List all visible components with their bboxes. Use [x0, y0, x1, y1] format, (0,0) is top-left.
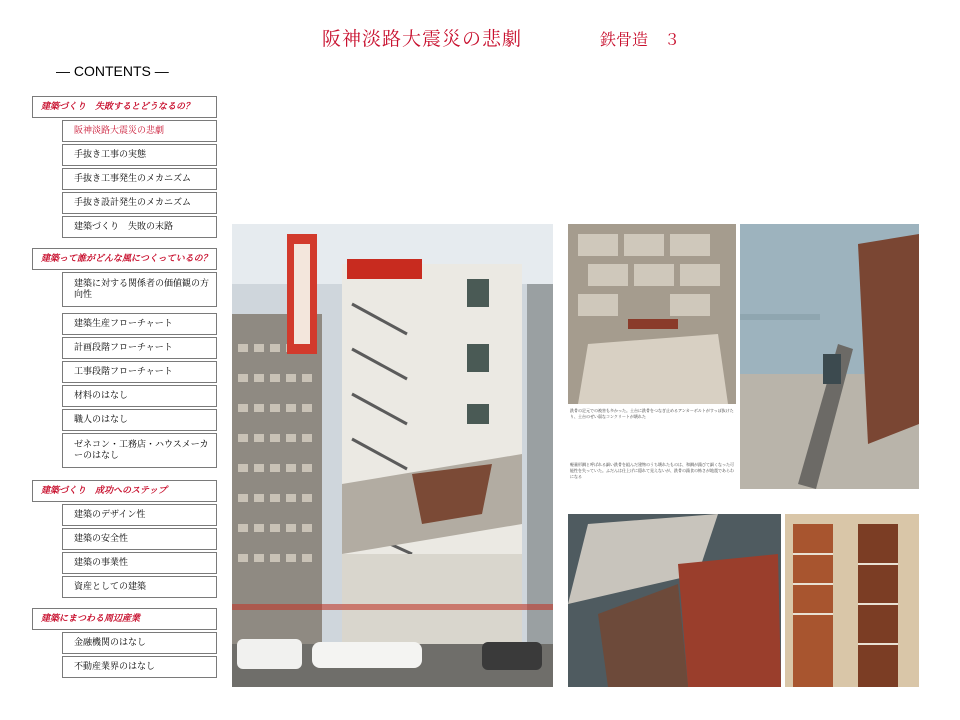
contents-heading: ― CONTENTS ―	[56, 63, 169, 79]
collapsed-building-photo	[232, 224, 553, 687]
nav-item-stakeholder-values[interactable]: 建築に対する関係者の価値観の方向性	[62, 272, 217, 307]
nav-item-production-flowchart[interactable]: 建築生産フローチャート	[62, 313, 217, 335]
nav-item-business-viability[interactable]: 建築の事業性	[62, 552, 217, 574]
nav-item-materials[interactable]: 材料のはなし	[62, 385, 217, 407]
nav-item-real-estate[interactable]: 不動産業界のはなし	[62, 656, 217, 678]
nav-item-financial-institutions[interactable]: 金融機関のはなし	[62, 632, 217, 654]
nav-item-contractors[interactable]: ゼネコン・工務店・ハウスメーカーのはなし	[62, 433, 217, 468]
nav-item-design-quality[interactable]: 建築のデザイン性	[62, 504, 217, 526]
nav-item-shoddy-design-mechanism[interactable]: 手抜き設計発生のメカニズム	[62, 192, 217, 214]
photo-caption-1: 鉄骨の足元での被害も多かった。土台に鉄骨をつなぎ止めるアンカーボルトがすっぽ抜けたり、土台のぜい弱なコンクリートが壊れた	[570, 408, 734, 419]
nav-item-shoddy-work-mechanism[interactable]: 手抜き工事発生のメカニズム	[62, 168, 217, 190]
nav-item-earthquake-tragedy[interactable]: 阪神淡路大震災の悲劇	[62, 120, 217, 142]
nav-item-construction-flowchart[interactable]: 工事段階フローチャート	[62, 361, 217, 383]
nav-item-shoddy-work[interactable]: 手抜き工事の実態	[62, 144, 217, 166]
photo-caption-2: 軽量形鋼と呼ばれる細い鉄骨を組んだ建物のうち壊れたものは、和鋼が錆びて細くなった可能性を失っていた。ふだんは仕上げに隠れて見えないが、鉄骨の錆食の怖さが地震であらわになる	[570, 462, 734, 479]
page-title: 阪神淡路大震災の悲劇	[322, 28, 523, 50]
page-subtitle: 鉄骨造 ３	[600, 30, 681, 49]
nav-item-failure-outcome[interactable]: 建築づくり 失敗の末路	[62, 216, 217, 238]
nav-item-building-as-asset[interactable]: 資産としての建築	[62, 576, 217, 598]
nav-item-planning-flowchart[interactable]: 計画段階フローチャート	[62, 337, 217, 359]
nav-item-safety[interactable]: 建築の安全性	[62, 528, 217, 550]
nav-section-failure[interactable]: 建築づくり 失敗するとどうなるの？	[32, 96, 217, 118]
nav-item-craftsmen[interactable]: 職人のはなし	[62, 409, 217, 431]
nav-section-who-builds[interactable]: 建築って誰がどんな風につくっているの？	[32, 248, 217, 270]
nav-section-success-steps[interactable]: 建築づくり 成功へのステップ	[32, 480, 217, 502]
steel-damage-collage-photo	[568, 224, 919, 687]
nav-section-related-industries[interactable]: 建築にまつわる周辺産業	[32, 608, 217, 630]
